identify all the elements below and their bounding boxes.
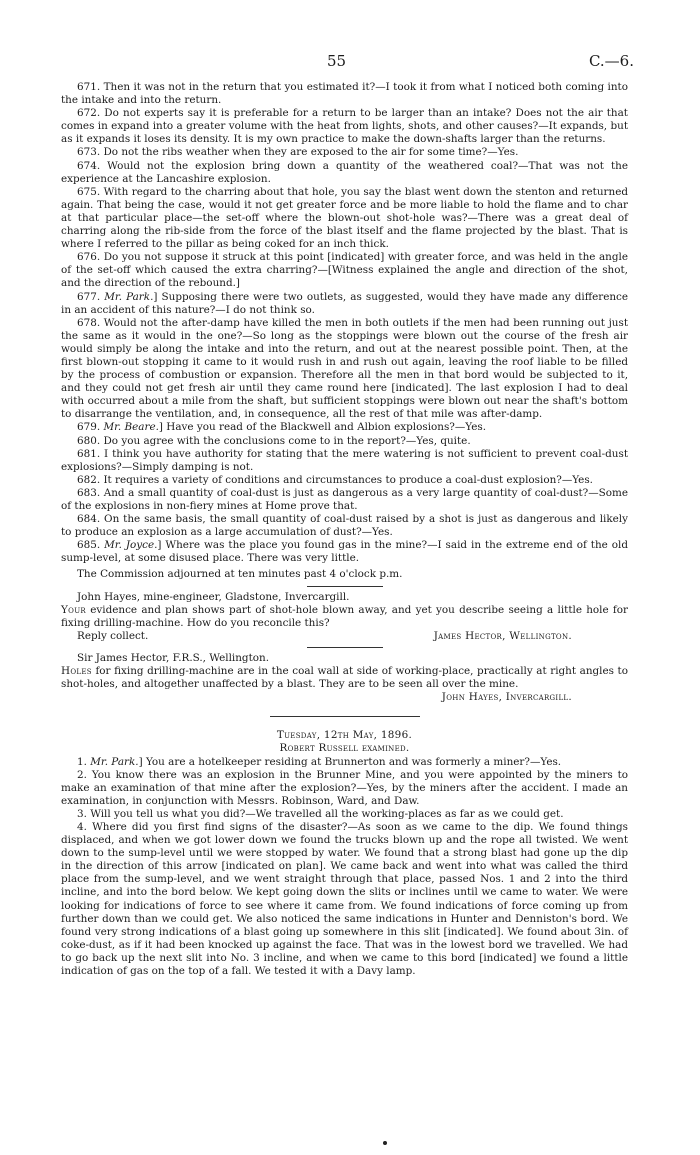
telegram-lead-word: Holes [61,665,92,678]
qa-paragraph: 676. Do you not suppose it struck at this point [indicated] with greater force, and was held in the angle of the set-off which caused the extra charring?—[Witness explained the angle and direction of the shot, and the direction of the rebound.] [61,251,628,290]
qa-paragraph: 675. With regard to the charring about that hole, you say the blast went down the stenton and returned again. That being the case, would it not get greater force and be more liable to hold the flame and to char at that particular place—the set-off where the blown-out shot-hole was?—There was a great deal of charring along the rib-side from the force of the blast itself and the flame projected by the blast. That is where I referred to the pillar as being coked for an inch thick. [61,185,628,251]
speaker-name: Mr. Beare. [103,421,159,434]
speaker-name: Mr. Park. [90,755,139,768]
question-text: ] You are a hotelkeeper residing at Brunnerton and was formerly a miner?—Yes. [138,755,562,768]
question-number: 677. [77,290,101,303]
page-mark [383,1141,387,1145]
reply-note: Reply collect. [77,629,149,642]
question-text: ] Have you read of the Blackwell and Albion explosions?—Yes. [158,421,486,434]
telegram-addressee: John Hayes, mine-engineer, Gladstone, Invercargill. [77,590,350,603]
section-divider [307,647,383,648]
telegram-addressee: Sir James Hector, F.R.S., Wellington. [77,651,269,664]
telegram-signature: John Hayes, Invercargill. [441,691,572,704]
question-text: ] Supposing there were two outlets, as suggested, would they have made any difference in an accident of this nature?—I do not think so. [61,290,628,316]
qa-paragraph [61,291,628,317]
document-reference: C.—6. [588,52,634,70]
telegram-body: evidence and plan shows part of shot-hole blown away, and yet you describe seeing a little hole for fixing drilling-machine. How do you reconcile this? [61,603,628,629]
qa-paragraph: 674. Would not the explosion bring down a quantity of the weathered coal?—That was not the experience at the Lancashire explosion. [61,159,628,185]
qa-paragraph: 678. Would not the after-damp have killed the men in both outlets if the men had been running out just the same as it would in the one?—So long as the stoppings were blown out the course of the fresh air would simply be along the intake and into the return, and out at the nearest possible point. Then, at the first blown-out stopping it came to it would rush in and rush out again, leaving the roof liable to be filled by the process of combustion or expansion. Therefore all the men in that bord would be subjected to it, and they could not get fresh air until they came round here [indicated]. The last explosion I had to deal with occurred about a mile from the shaft, but sufficient stoppings were blown out near the shaft's bottom to disarrange the ventilation, and, in consequence, all the rest of that mile was after-damp. [61,316,628,421]
qa-paragraph: 673. Do not the ribs weather when they are exposed to the air for some time?—Yes. [77,146,519,159]
qa-paragraph: 3. Will you tell us what you did?—We travelled all the working-places as far as we could get. [77,807,564,820]
qa-paragraph: 2. You know there was an explosion in the Brunner Mine, and you were appointed by the miners to make an examination of that mine after the explosion?—Yes, by the miners after the accident. I made an examination, in conjunction with Messrs. Robinson, Ward, and Daw. [61,768,628,807]
question-number: 685. [77,539,101,552]
question-text: ] Where was the place you found gas in the mine?—I said in the extreme end of the old sump-level, at some disused place. There was very little. [61,539,628,565]
telegram-lead-word: Your [61,603,86,616]
qa-paragraph: 672. Do not experts say it is preferable for a return to be larger than an intake? Does not the air that comes in expand into a greater volume with the heat from lights, shots, and other causes?—It expands, but as it expands it loses its density. It is my own practice to make the down-shafts larger than the returns. [61,107,628,146]
question-number: 1. [77,755,87,768]
qa-paragraph: 680. Do you agree with the conclusions come to in the report?—Yes, quite. [77,434,471,447]
question-number: 679. [77,421,101,434]
qa-paragraph: 682. It requires a variety of conditions and circumstances to produce a coal-dust explosion?—Yes. [77,473,593,486]
telegram-reply-line [61,630,628,643]
speaker-name: Mr. Joyce. [104,539,158,552]
telegram-body: for fixing drilling-machine are in the coal wall at side of working-place, practically at right angles to shot-holes, and altogether unaffected by a blast. They are to be seen all over the mine. [61,665,628,691]
page-header [0,52,700,72]
session-date: Tuesday, 12th May, 1896. [276,729,413,742]
qa-paragraph: 684. On the same basis, the small quantity of coal-dust raised by a shot is just as dangerous and likely to produce an explosion as a large accumulation of dust?—Yes. [61,513,628,539]
witness-heading: Robert Russell examined. [279,742,410,755]
adjournment-note: The Commission adjourned at ten minutes past 4 o'clock p.m. [77,568,403,581]
qa-paragraph [61,756,628,769]
qa-paragraph: 683. And a small quantity of coal-dust is just as dangerous as a very large quantity of coal-dust?—Some of the explosions in non-fiery mines at Home prove that. [61,486,628,512]
speaker-name: Mr. Park. [104,290,154,303]
qa-paragraph [61,539,628,565]
telegram-signature: James Hector, Wellington. [433,629,572,642]
qa-paragraph [61,421,628,434]
document-body [61,81,628,978]
qa-paragraph: 681. I think you have authority for stating that the mere watering is not sufficient to prevent coal-dust explosions?—Simply damping is not. [61,447,628,473]
section-divider [270,716,420,717]
telegram-text [61,604,628,630]
qa-paragraph: 671. Then it was not in the return that you estimated it?—I took it from what I noticed both coming into the intake and into the return. [61,81,628,107]
section-divider [307,586,383,587]
page-number: 55 [327,52,347,70]
qa-paragraph: 4. Where did you first find signs of the disaster?—As soon as we came to the dip. We found things displaced, and when we got lower down we found the trucks blown up and the rope all twisted. We went down to the sump-level until we were stopped by water. We found that a strong blast had gone up the dip in the direction of this arrow [indicated on plan]. We came back and went into what was called the third place from the sump-level, and we went straight through that place, passed Nos. 1 and 2 into the third incline, and into the bord below. We kept going down the slits or inclines until we came to water. We were looking for indications of force to see where it came from. We found indications of force coming up from further down than we could get. We also noticed the same indications in Hunter and Denniston's bord. We found very strong indications of a blast going up somewhere in this slit [indicated]. We found about 3in. of coke-dust, as if it had been knocked up against the face. That was in the lowest bord we travelled. We had to go back up the next slit into No. 3 incline, and when we came to this bord [indicated] we found a little indication of gas on the top of a fall. We tested it with a Davy lamp. [61,820,628,977]
telegram-text [61,665,628,691]
